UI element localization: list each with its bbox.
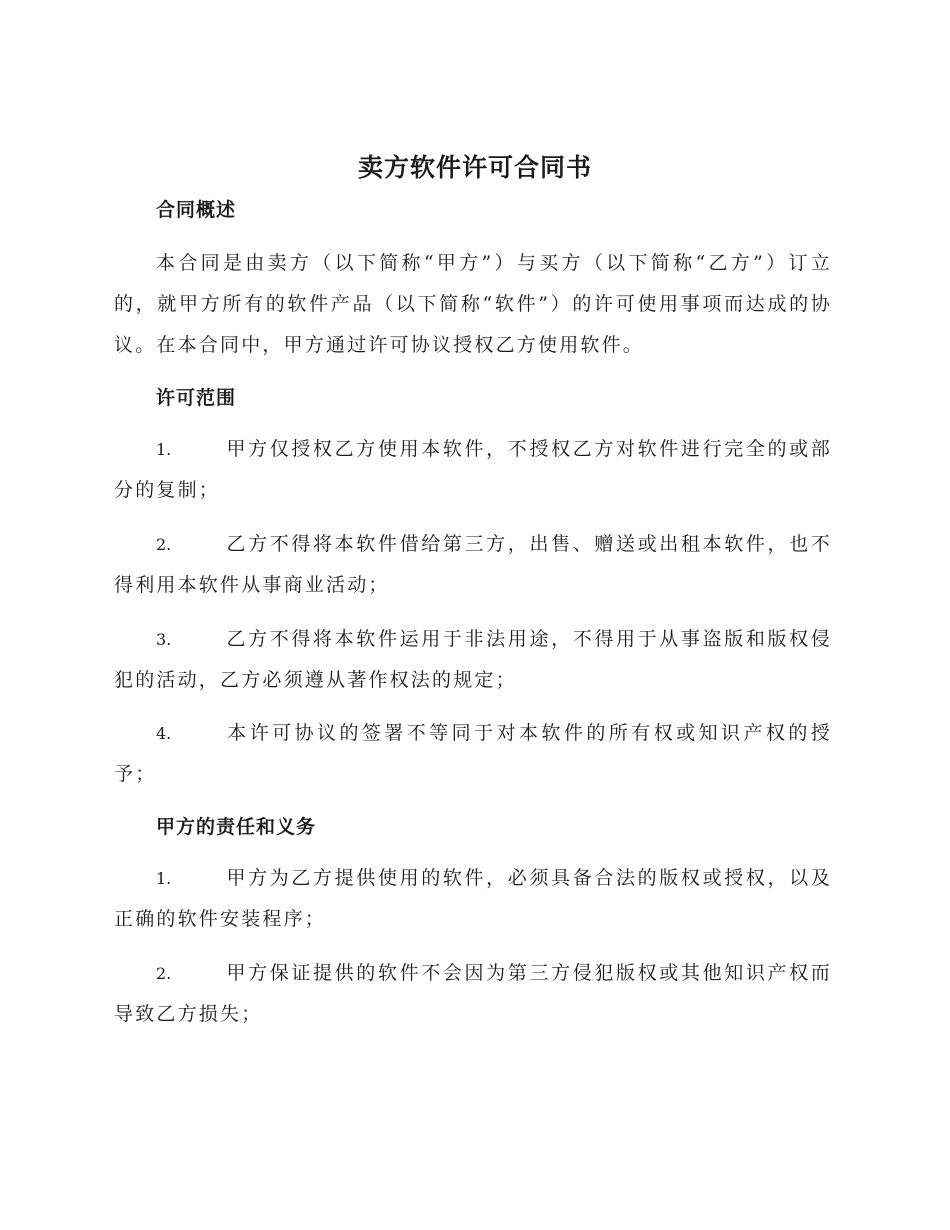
list-item-number: 3. (156, 630, 172, 649)
list-item-text: 甲方仅授权乙方使用本软件，不授权乙方对软件进行完全的或部分的复制； (114, 438, 832, 501)
list-item-text: 甲方为乙方提供使用的软件，必须具备合法的版权或授权，以及正确的软件安装程序； (114, 867, 832, 930)
section-heading-party-a-duties: 甲方的责任和义务 (156, 816, 317, 838)
list-item-text: 乙方不得将本软件运用于非法用途，不得用于从事盗版和版权侵犯的活动，乙方必须遵从著作权法的规定； (114, 628, 832, 691)
list-item (114, 858, 832, 940)
list-item-number: 1. (156, 440, 172, 459)
list-item-text: 乙方不得将本软件借给第三方，出售、赠送或出租本软件，也不得利用本软件从事商业活动； (114, 533, 832, 596)
list-item (114, 524, 832, 606)
list-item-number: 2. (156, 964, 172, 983)
list-item (114, 953, 832, 1035)
overview-paragraph: 本合同是由卖方（以下简称“甲方”）与买方（以下简称“乙方”）订立的，就甲方所有的软件产品（以下简称“软件”）的许可使用事项而达成的协议。在本合同中，甲方通过许可协议授权乙方使用软件。 (114, 252, 832, 356)
list-item (114, 429, 832, 511)
list-item-text: 本许可协议的签署不等同于对本软件的所有权或知识产权的授予； (114, 722, 832, 785)
list-item-number: 1. (156, 869, 172, 888)
section-heading-overview: 合同概述 (156, 199, 237, 221)
list-item-text: 甲方保证提供的软件不会因为第三方侵犯版权或其他知识产权而导致乙方损失； (114, 962, 832, 1025)
section-heading-license-scope: 许可范围 (156, 387, 237, 409)
document-title: 卖方软件许可合同书 (357, 153, 592, 182)
list-item (114, 713, 832, 795)
list-item (114, 619, 832, 701)
list-item-number: 4. (156, 724, 172, 743)
list-item-number: 2. (156, 535, 172, 554)
